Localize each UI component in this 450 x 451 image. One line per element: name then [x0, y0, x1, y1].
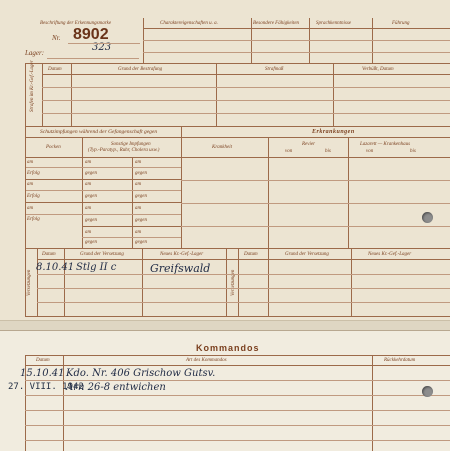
strafen-col-grund: Grund der Bestrafung — [118, 67, 163, 72]
kommandos-col-art: Art des Kommandos — [186, 358, 227, 363]
sonst-am-4a: am — [85, 230, 92, 235]
versetzungen-side-label-left: Versetzungen — [27, 269, 32, 296]
lager-label: Lager: — [25, 49, 45, 57]
sonst-am-1b: am — [135, 160, 142, 165]
revier-bis: bis — [325, 149, 331, 154]
sonst-am-3b: am — [135, 206, 142, 211]
kommandos-col-datum: Datum — [36, 358, 50, 363]
sonstige-label: Sonstige Impfungen — [111, 142, 151, 147]
nr-label: Nr. — [52, 34, 61, 42]
vers-row-grund: Stlg II c — [76, 262, 117, 273]
lager-value: 323 — [92, 42, 112, 53]
impfungen-title: Schutzimpfungen während der Gefangenschaft gegen — [40, 129, 158, 135]
sonst-gegen-4a: gegen — [85, 240, 97, 245]
strafen-side-label: Strafen im Kr.-Gef.-Lager — [30, 60, 35, 112]
sonst-gegen-3a: gegen — [85, 218, 97, 223]
sonst-gegen-1a: gegen — [85, 171, 97, 176]
card-lower-section — [0, 330, 450, 451]
krankheit-label: Krankheit — [212, 145, 232, 150]
kommando-row1-datum: 15.10.41 — [20, 368, 65, 379]
vers-col-datum-left: Datum — [42, 252, 56, 257]
punch-hole-upper — [422, 212, 433, 223]
sonst-am-1a: am — [85, 160, 92, 165]
strafen-col-verbuesst: Verbüßt, Datum — [362, 67, 394, 72]
revier-label: Revier — [302, 142, 316, 147]
charakter-label: Charaktereigenschaften u. a. — [160, 21, 218, 26]
sprachkenntnisse-label: Sprachkenntnisse — [316, 21, 351, 26]
erkrankungen-title: Erkrankungen — [312, 129, 355, 135]
sonst-gegen-3b: gegen — [135, 218, 147, 223]
sonst-gegen-4b: gegen — [135, 240, 147, 245]
pocken-am-2: am — [27, 182, 34, 187]
sonst-gegen-1b: gegen — [135, 171, 147, 176]
kommandos-title: Kommandos — [196, 343, 260, 353]
fuehrung-label: Führung — [392, 21, 410, 26]
pocken-erfolg-3: Erfolg — [27, 217, 40, 222]
kommando-row1-art: Kdo. Nr. 406 Grischow Gutsv. — [66, 368, 216, 379]
sonst-am-2b: am — [135, 182, 142, 187]
kommando-row2-datum: 27. VIII. 1942 — [8, 382, 84, 392]
sonst-gegen-2a: gegen — [85, 194, 97, 199]
strafen-col-datum: Datum — [48, 67, 62, 72]
pocken-am-3: am — [27, 206, 34, 211]
lazarett-label: Lazarett — Krankenhaus — [360, 142, 411, 147]
strafen-col-strafmass: Strafmaß — [265, 67, 284, 72]
vers-col-grund-right: Grund der Versetzung — [285, 252, 329, 257]
punch-hole-lower — [422, 386, 433, 397]
sonst-am-3a: am — [85, 206, 92, 211]
pocken-erfolg-1: Erfolg — [27, 171, 40, 176]
vers-row-lager: Greifswald — [150, 262, 211, 275]
kommandos-col-rueck: Rückkehrdatum — [384, 358, 416, 363]
vers-col-datum-right: Datum — [244, 252, 258, 257]
vers-col-grund-left: Grund der Versetzung — [80, 252, 124, 257]
vers-col-lager-left: Neues Kr.-Gef.-Lager — [160, 252, 204, 257]
versetzungen-side-label-right: Versetzungen — [231, 269, 236, 296]
sonst-am-2a: am — [85, 182, 92, 187]
pocken-label: Pocken — [46, 145, 61, 150]
faehigkeiten-label: Besondere Fähigkeiten — [253, 21, 300, 26]
sonstige-sub-label: (Typ.-Paratyp., Ruhr, Cholera usw.) — [88, 148, 160, 153]
beschriftung-label: Beschriftung der Erkennungsmarke — [40, 21, 112, 26]
revier-von: von — [285, 149, 293, 154]
vers-row-datum: 8.10.41 — [36, 262, 75, 273]
pocken-am-1: am — [27, 160, 34, 165]
pocken-erfolg-2: Erfolg — [27, 194, 40, 199]
sonst-am-4b: am — [135, 230, 142, 235]
kommando-row2-art: Arn 26-8 entwichen — [66, 382, 166, 393]
lazarett-bis: bis — [410, 149, 416, 154]
lazarett-von: von — [366, 149, 374, 154]
sonst-gegen-2b: gegen — [135, 194, 147, 199]
erkennungsmarke-number: 8902 — [73, 26, 109, 43]
vers-col-lager-right: Neues Kr.-Gef.-Lager — [368, 252, 412, 257]
